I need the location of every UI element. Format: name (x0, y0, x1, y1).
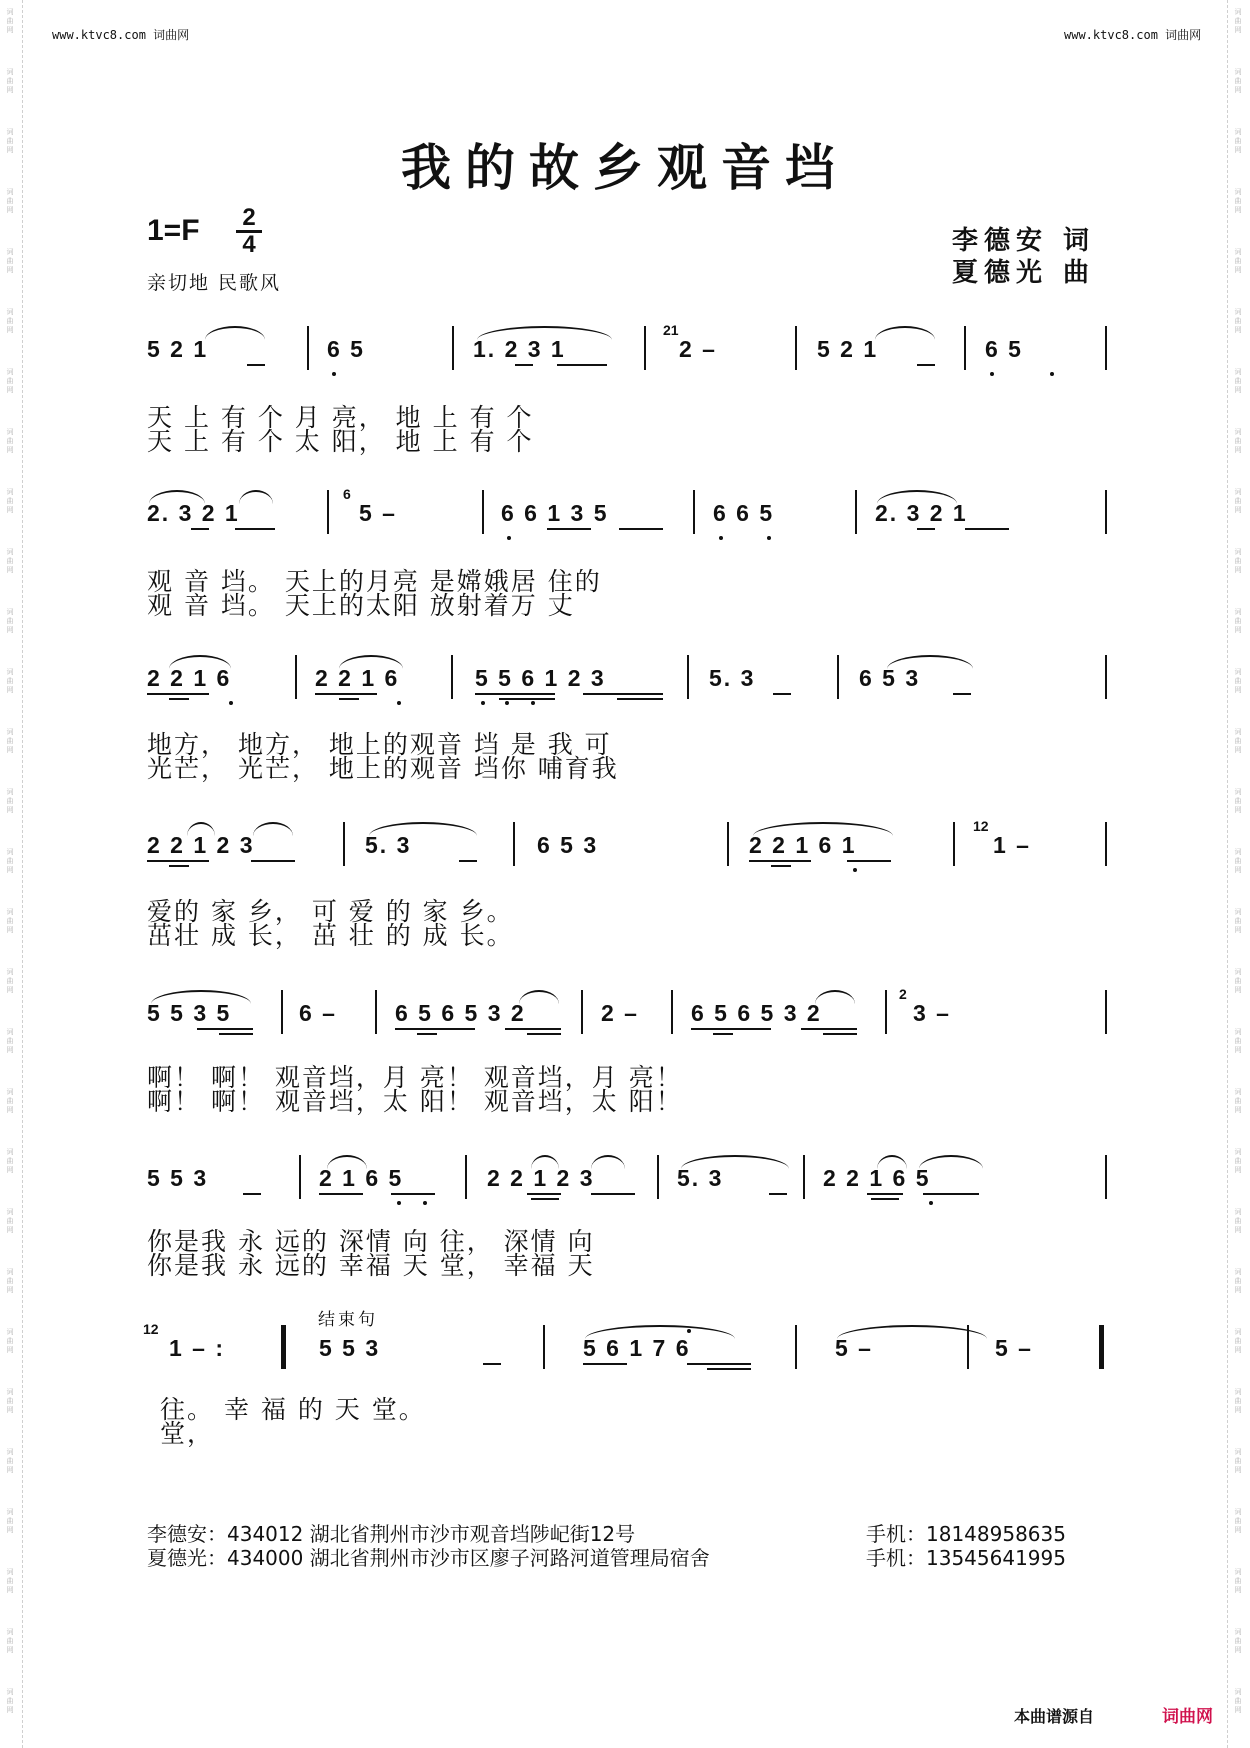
notes-measure: 5 – (359, 500, 397, 526)
notes-measure: 6 6 5 (713, 500, 775, 526)
watermark-text: 词 曲 网 (6, 188, 14, 214)
watermark-text: 词 曲 网 (1234, 1628, 1242, 1654)
notes-measure: 5 2 1 (817, 336, 879, 362)
lyric-verse-2: 茁壮 成 长， 茁 壮 的 成 长。 (147, 921, 514, 950)
watermark-text: 词 曲 网 (6, 968, 14, 994)
grace-note: 12 (973, 818, 989, 834)
notes-measure: 1. 2 3 1 (473, 336, 566, 362)
watermark-text: 词 曲 网 (1234, 968, 1242, 994)
watermark-text: 词 曲 网 (1234, 8, 1242, 34)
watermark-text: 词 曲 网 (6, 1448, 14, 1474)
watermark-text: 词 曲 网 (1234, 1328, 1242, 1354)
watermark-text: 词 曲 网 (6, 1568, 14, 1594)
time-signature (236, 206, 262, 257)
notes-measure: 1 – (993, 832, 1031, 858)
staff-row-4 (147, 818, 1107, 882)
time-signature-top: 2 (236, 206, 262, 233)
staff-row-5 (147, 986, 1107, 1050)
staff-row-3 (147, 655, 1107, 715)
notes-measure: 6 5 6 5 3 2 (395, 1000, 526, 1026)
notes-measure: 6 6 1 3 5 (501, 500, 609, 526)
watermark-text: 词 曲 网 (1234, 608, 1242, 634)
notes-measure: 5 6 1 7 6 (583, 1335, 691, 1361)
watermark-text: 词 曲 网 (1234, 488, 1242, 514)
watermark-text: 词 曲 网 (1234, 1088, 1242, 1114)
watermark-text: 词 曲 网 (6, 788, 14, 814)
watermark-text: 词 曲 网 (6, 8, 14, 34)
watermark-text: 词 曲 网 (1234, 1208, 1242, 1234)
watermark-text: 词 曲 网 (1234, 308, 1242, 334)
lyric-verse-2: 观 音 垱。 天上的太阳 放射着万 丈 (147, 591, 575, 620)
watermark-text: 词 曲 网 (6, 1088, 14, 1114)
watermark-text: 词 曲 网 (1234, 1448, 1242, 1474)
watermark-text: 词 曲 网 (6, 128, 14, 154)
notes-measure: 2 – (601, 1000, 639, 1026)
watermark-text: 词 曲 网 (1234, 548, 1242, 574)
watermark-text: 词 曲 网 (1234, 788, 1242, 814)
lyric-verse-2: 啊！ 啊！ 观音垱，太 阳！ 观音垱，太 阳！ (147, 1087, 683, 1116)
watermark-text: 词 曲 网 (6, 1148, 14, 1174)
watermark-text: 词 曲 网 (1234, 128, 1242, 154)
watermark-text: 词 曲 网 (6, 1268, 14, 1294)
watermark-text: 词 曲 网 (6, 1688, 14, 1714)
notes-measure: 6 5 (327, 336, 365, 362)
notes-measure: 5 5 3 5 (147, 1000, 232, 1026)
notes-measure: 5. 3 (365, 832, 412, 858)
watermark-text: 词 曲 网 (1234, 248, 1242, 274)
watermark-text: 词 曲 网 (6, 728, 14, 754)
watermark-text: 词 曲 网 (6, 668, 14, 694)
composer-credit: 夏德光 曲 (952, 258, 1096, 288)
song-title: 我的故乡观音垱 (401, 138, 849, 197)
watermark-text: 词 曲 网 (1234, 428, 1242, 454)
notes-measure: 5. 3 (677, 1165, 724, 1191)
notes-measure: 2 2 1 2 3 (147, 832, 255, 858)
notes-measure: 3 – (913, 1000, 951, 1026)
contact-line: 李德安：434012 湖北省荆州市沙市观音垱陟屺街12号 (147, 1522, 636, 1546)
key-signature: 1=F (147, 214, 200, 247)
lyric-verse-1: 爱的 家 乡， 可 爱 的 家 乡。 (147, 897, 514, 926)
lyric-verse-1: 啊！ 啊！ 观音垱，月 亮！ 观音垱，月 亮！ (147, 1063, 683, 1092)
watermark-text: 词 曲 网 (6, 908, 14, 934)
notes-measure: 2 2 1 6 (147, 665, 232, 691)
footer-brand-link[interactable]: 词曲网 (1162, 1707, 1213, 1727)
notes-measure: 6 5 6 5 3 2 (691, 1000, 822, 1026)
notes-measure: 1 – : (169, 1335, 226, 1361)
watermark-text: 词 曲 网 (6, 1028, 14, 1054)
notes-measure: 2. 3 2 1 (147, 500, 240, 526)
notes-measure: 6 5 3 (859, 665, 921, 691)
watermark-text: 词 曲 网 (6, 488, 14, 514)
watermark-text: 词 曲 网 (1234, 1268, 1242, 1294)
lyric-verse-2: 光芒， 光芒， 地上的观音 垱你 哺育我 (147, 754, 619, 783)
header-site-right[interactable]: www.ktvc8.com 词曲网 (1064, 28, 1202, 42)
grace-note: 6 (343, 486, 351, 502)
notes-measure: 6 5 (985, 336, 1023, 362)
notes-measure: 6 – (299, 1000, 337, 1026)
staff-row-1 (147, 322, 1107, 386)
lyric-verse-2: 天 上 有 个 太 阳， 地 上 有 个 (147, 427, 534, 456)
contact-phone: 手机：13545641995 (866, 1546, 1066, 1570)
watermark-text: 词 曲 网 (1234, 368, 1242, 394)
right-watermark-strip (1227, 0, 1250, 1748)
watermark-text: 词 曲 网 (1234, 1568, 1242, 1594)
watermark-text: 词 曲 网 (6, 1388, 14, 1414)
watermark-text: 词 曲 网 (6, 1508, 14, 1534)
watermark-text: 词 曲 网 (1234, 848, 1242, 874)
grace-note: 12 (143, 1321, 159, 1337)
watermark-text: 词 曲 网 (1234, 1688, 1242, 1714)
watermark-text: 词 曲 网 (1234, 1388, 1242, 1414)
notes-measure: 5 – (995, 1335, 1033, 1361)
watermark-text: 词 曲 网 (1234, 1508, 1242, 1534)
watermark-text: 词 曲 网 (6, 1628, 14, 1654)
lyric-verse-1: 往。 幸 福 的 天 堂。 (160, 1395, 426, 1424)
notes-measure: 2 – (679, 336, 717, 362)
lyric-verse-1: 你是我 永 远的 深情 向 往， 深情 向 (147, 1227, 595, 1256)
watermark-text: 词 曲 网 (6, 1208, 14, 1234)
contact-phone: 手机：18148958635 (866, 1522, 1066, 1546)
notes-measure: 6 5 3 (537, 832, 599, 858)
watermark-text: 词 曲 网 (6, 848, 14, 874)
notes-measure: 2 2 1 6 5 (823, 1165, 931, 1191)
watermark-text: 词 曲 网 (1234, 188, 1242, 214)
lyric-verse-1: 观 音 垱。 天上的月亮 是嫦娥居 住的 (147, 567, 602, 596)
lyric-verse-1: 天 上 有 个 月 亮， 地 上 有 个 (147, 403, 534, 432)
watermark-text: 词 曲 网 (6, 428, 14, 454)
watermark-text: 词 曲 网 (1234, 68, 1242, 94)
contact-line: 夏德光：434000 湖北省荆州市沙市区廖子河路河道管理局宿舍 (147, 1546, 710, 1570)
lyric-verse-1: 地方， 地方， 地上的观音 垱 是 我 可 (147, 730, 612, 759)
notes-measure: 2 2 1 6 1 (749, 832, 857, 858)
notes-measure: 2 2 1 2 3 (487, 1165, 595, 1191)
time-signature-bottom: 4 (242, 231, 256, 258)
watermark-text: 词 曲 网 (6, 368, 14, 394)
notes-measure: 5 5 3 (147, 1165, 209, 1191)
watermark-text: 词 曲 网 (1234, 1148, 1242, 1174)
notes-measure: 2 2 1 6 (315, 665, 400, 691)
watermark-text: 词 曲 网 (6, 68, 14, 94)
staff-row-7 (143, 1321, 1107, 1385)
grace-note: 21 (663, 322, 679, 338)
watermark-text: 词 曲 网 (1234, 728, 1242, 754)
footer-source-label: 本曲谱源自 (1014, 1707, 1095, 1726)
grace-note: 2 (899, 986, 907, 1002)
ending-label: 结束句 (318, 1310, 378, 1330)
notes-measure: 5 2 1 (147, 336, 209, 362)
tempo-marking: 亲切地 民歌风 (147, 272, 282, 294)
watermark-text: 词 曲 网 (1234, 908, 1242, 934)
notes-measure: 2 1 6 5 (319, 1165, 404, 1191)
notes-measure: 2. 3 2 1 (875, 500, 968, 526)
watermark-text: 词 曲 网 (1234, 1028, 1242, 1054)
left-watermark-strip (0, 0, 23, 1748)
staff-row-6 (147, 1155, 1107, 1215)
watermark-text: 词 曲 网 (1234, 668, 1242, 694)
notes-measure: 5. 3 (709, 665, 756, 691)
watermark-text: 词 曲 网 (6, 548, 14, 574)
notes-measure: 5 5 6 1 2 3 (475, 665, 606, 691)
lyric-verse-2: 堂， (160, 1419, 215, 1448)
watermark-text: 词 曲 网 (6, 1328, 14, 1354)
watermark-text: 词 曲 网 (6, 308, 14, 334)
watermark-text: 词 曲 网 (6, 608, 14, 634)
watermark-text: 词 曲 网 (6, 248, 14, 274)
lyricist-credit: 李德安 词 (952, 226, 1096, 256)
notes-measure: 5 – (835, 1335, 873, 1361)
notes-measure: 5 5 3 (319, 1335, 381, 1361)
staff-row-2 (147, 486, 1107, 550)
header-site-left[interactable]: www.ktvc8.com 词曲网 (52, 28, 190, 42)
lyric-verse-2: 你是我 永 远的 幸福 天 堂， 幸福 天 (147, 1251, 595, 1280)
